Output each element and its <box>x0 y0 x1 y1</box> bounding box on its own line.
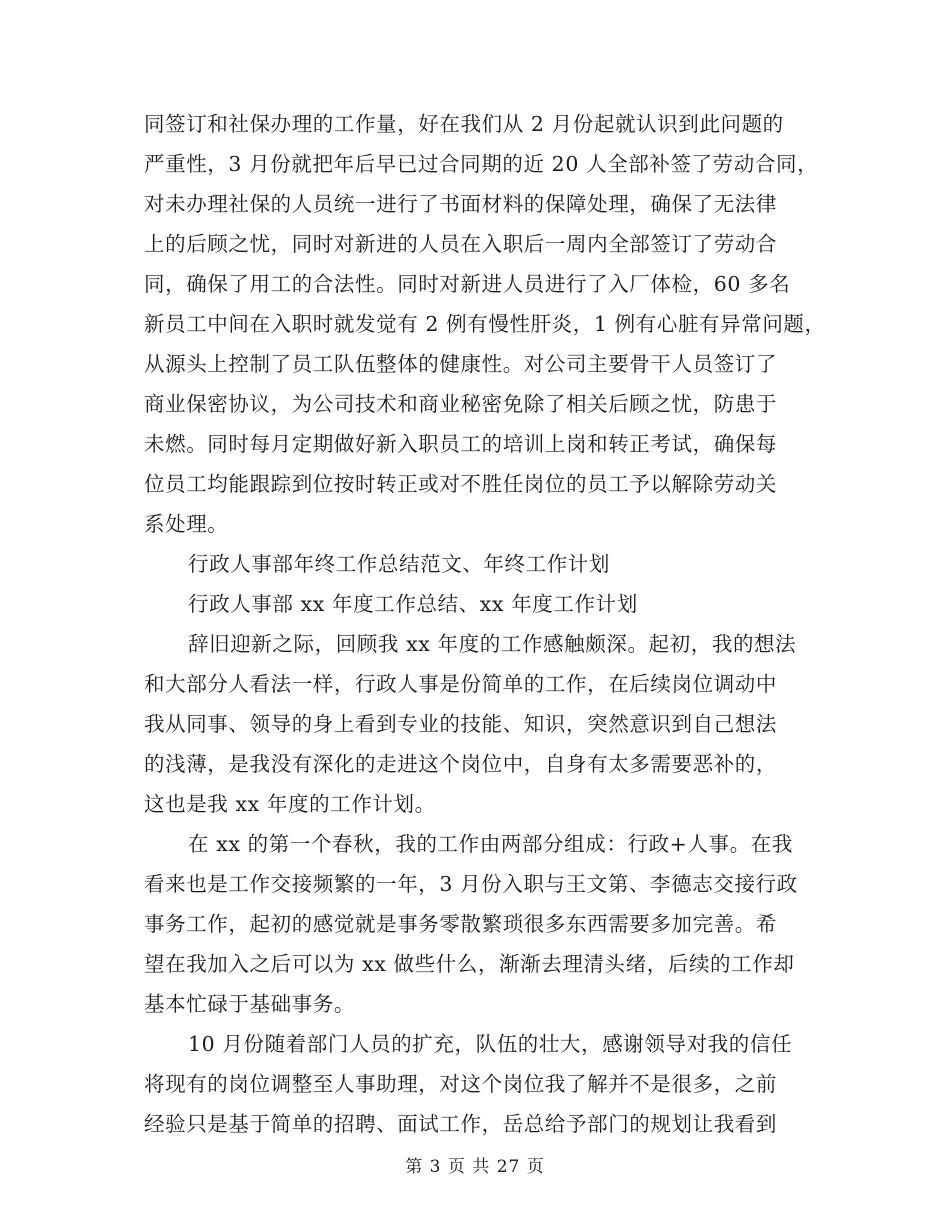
body-line: 同签订和社保办理的工作量，好在我们从 2 月份起就认识到此问题的 <box>144 112 784 136</box>
document-body <box>144 104 834 1144</box>
section-subheading: 行政人事部 xx 年度工作总结、xx 年度工作计划 <box>188 592 638 616</box>
body-line: 看来也是工作交接频繁的一年，3 月份入职与王文第、李德志交接行政 <box>144 872 798 896</box>
body-line: 的浅薄，是我没有深化的走进这个岗位中，自身有太多需要恶补的， <box>144 752 777 776</box>
body-line: 事务工作，起初的感觉就是事务零散繁琐很多东西需要多加完善。希 <box>144 912 777 936</box>
body-line: 系处理。 <box>144 512 229 536</box>
paragraph-start-line: 10 月份随着部门人员的扩充，队伍的壮大，感谢领导对我的信任 <box>188 1032 793 1056</box>
body-line: 这也是我 xx 年度的工作计划。 <box>144 792 436 816</box>
body-line: 将现有的岗位调整至人事助理，对这个岗位我了解并不是很多，之前 <box>144 1072 777 1096</box>
body-line: 新员工中间在入职时就发觉有 2 例有慢性肝炎，1 例有心脏有异常问题， <box>144 312 826 336</box>
body-line: 商业保密协议，为公司技术和商业秘密免除了相关后顾之忧，防患于 <box>144 392 777 416</box>
body-line: 从源头上控制了员工队伍整体的健康性。对公司主要骨干人员签订了 <box>144 352 777 376</box>
body-line: 严重性，3 月份就把年后早已过合同期的近 20 人全部补签了劳动合同， <box>144 152 819 176</box>
section-heading: 行政人事部年终工作总结范文、年终工作计划 <box>188 552 610 576</box>
body-line: 我从同事、领导的身上看到专业的技能、知识，突然意识到自己想法 <box>144 712 777 736</box>
body-line: 基本忙碌于基础事务。 <box>144 992 355 1016</box>
body-line: 望在我加入之后可以为 xx 做些什么，渐渐去理清头绪，后续的工作却 <box>144 952 795 976</box>
body-line: 同，确保了用工的合法性。同时对新进人员进行了入厂体检，60 多名 <box>144 272 791 296</box>
paragraph-start-line: 在 xx 的第一个春秋，我的工作由两部分组成：行政+人事。在我 <box>188 832 793 856</box>
body-line: 位员工均能跟踪到位按时转正或对不胜任岗位的员工予以解除劳动关 <box>144 472 777 496</box>
body-line: 未燃。同时每月定期做好新入职员工的培训上岗和转正考试，确保每 <box>144 432 777 456</box>
body-line: 和大部分人看法一样，行政人事是份简单的工作，在后续岗位调动中 <box>144 672 777 696</box>
body-line: 对未办理社保的人员统一进行了书面材料的保障处理，确保了无法律 <box>144 192 777 216</box>
body-line: 经验只是基于简单的招聘、面试工作，岳总给予部门的规划让我看到 <box>144 1112 777 1136</box>
page-number-footer: 第 3 页 共 27 页 <box>405 1157 545 1177</box>
paragraph-start-line: 辞旧迎新之际，回顾我 xx 年度的工作感触颇深。起初，我的想法 <box>188 632 797 656</box>
body-line: 上的后顾之忧，同时对新进的人员在入职后一周内全部签订了劳动合 <box>144 232 777 256</box>
